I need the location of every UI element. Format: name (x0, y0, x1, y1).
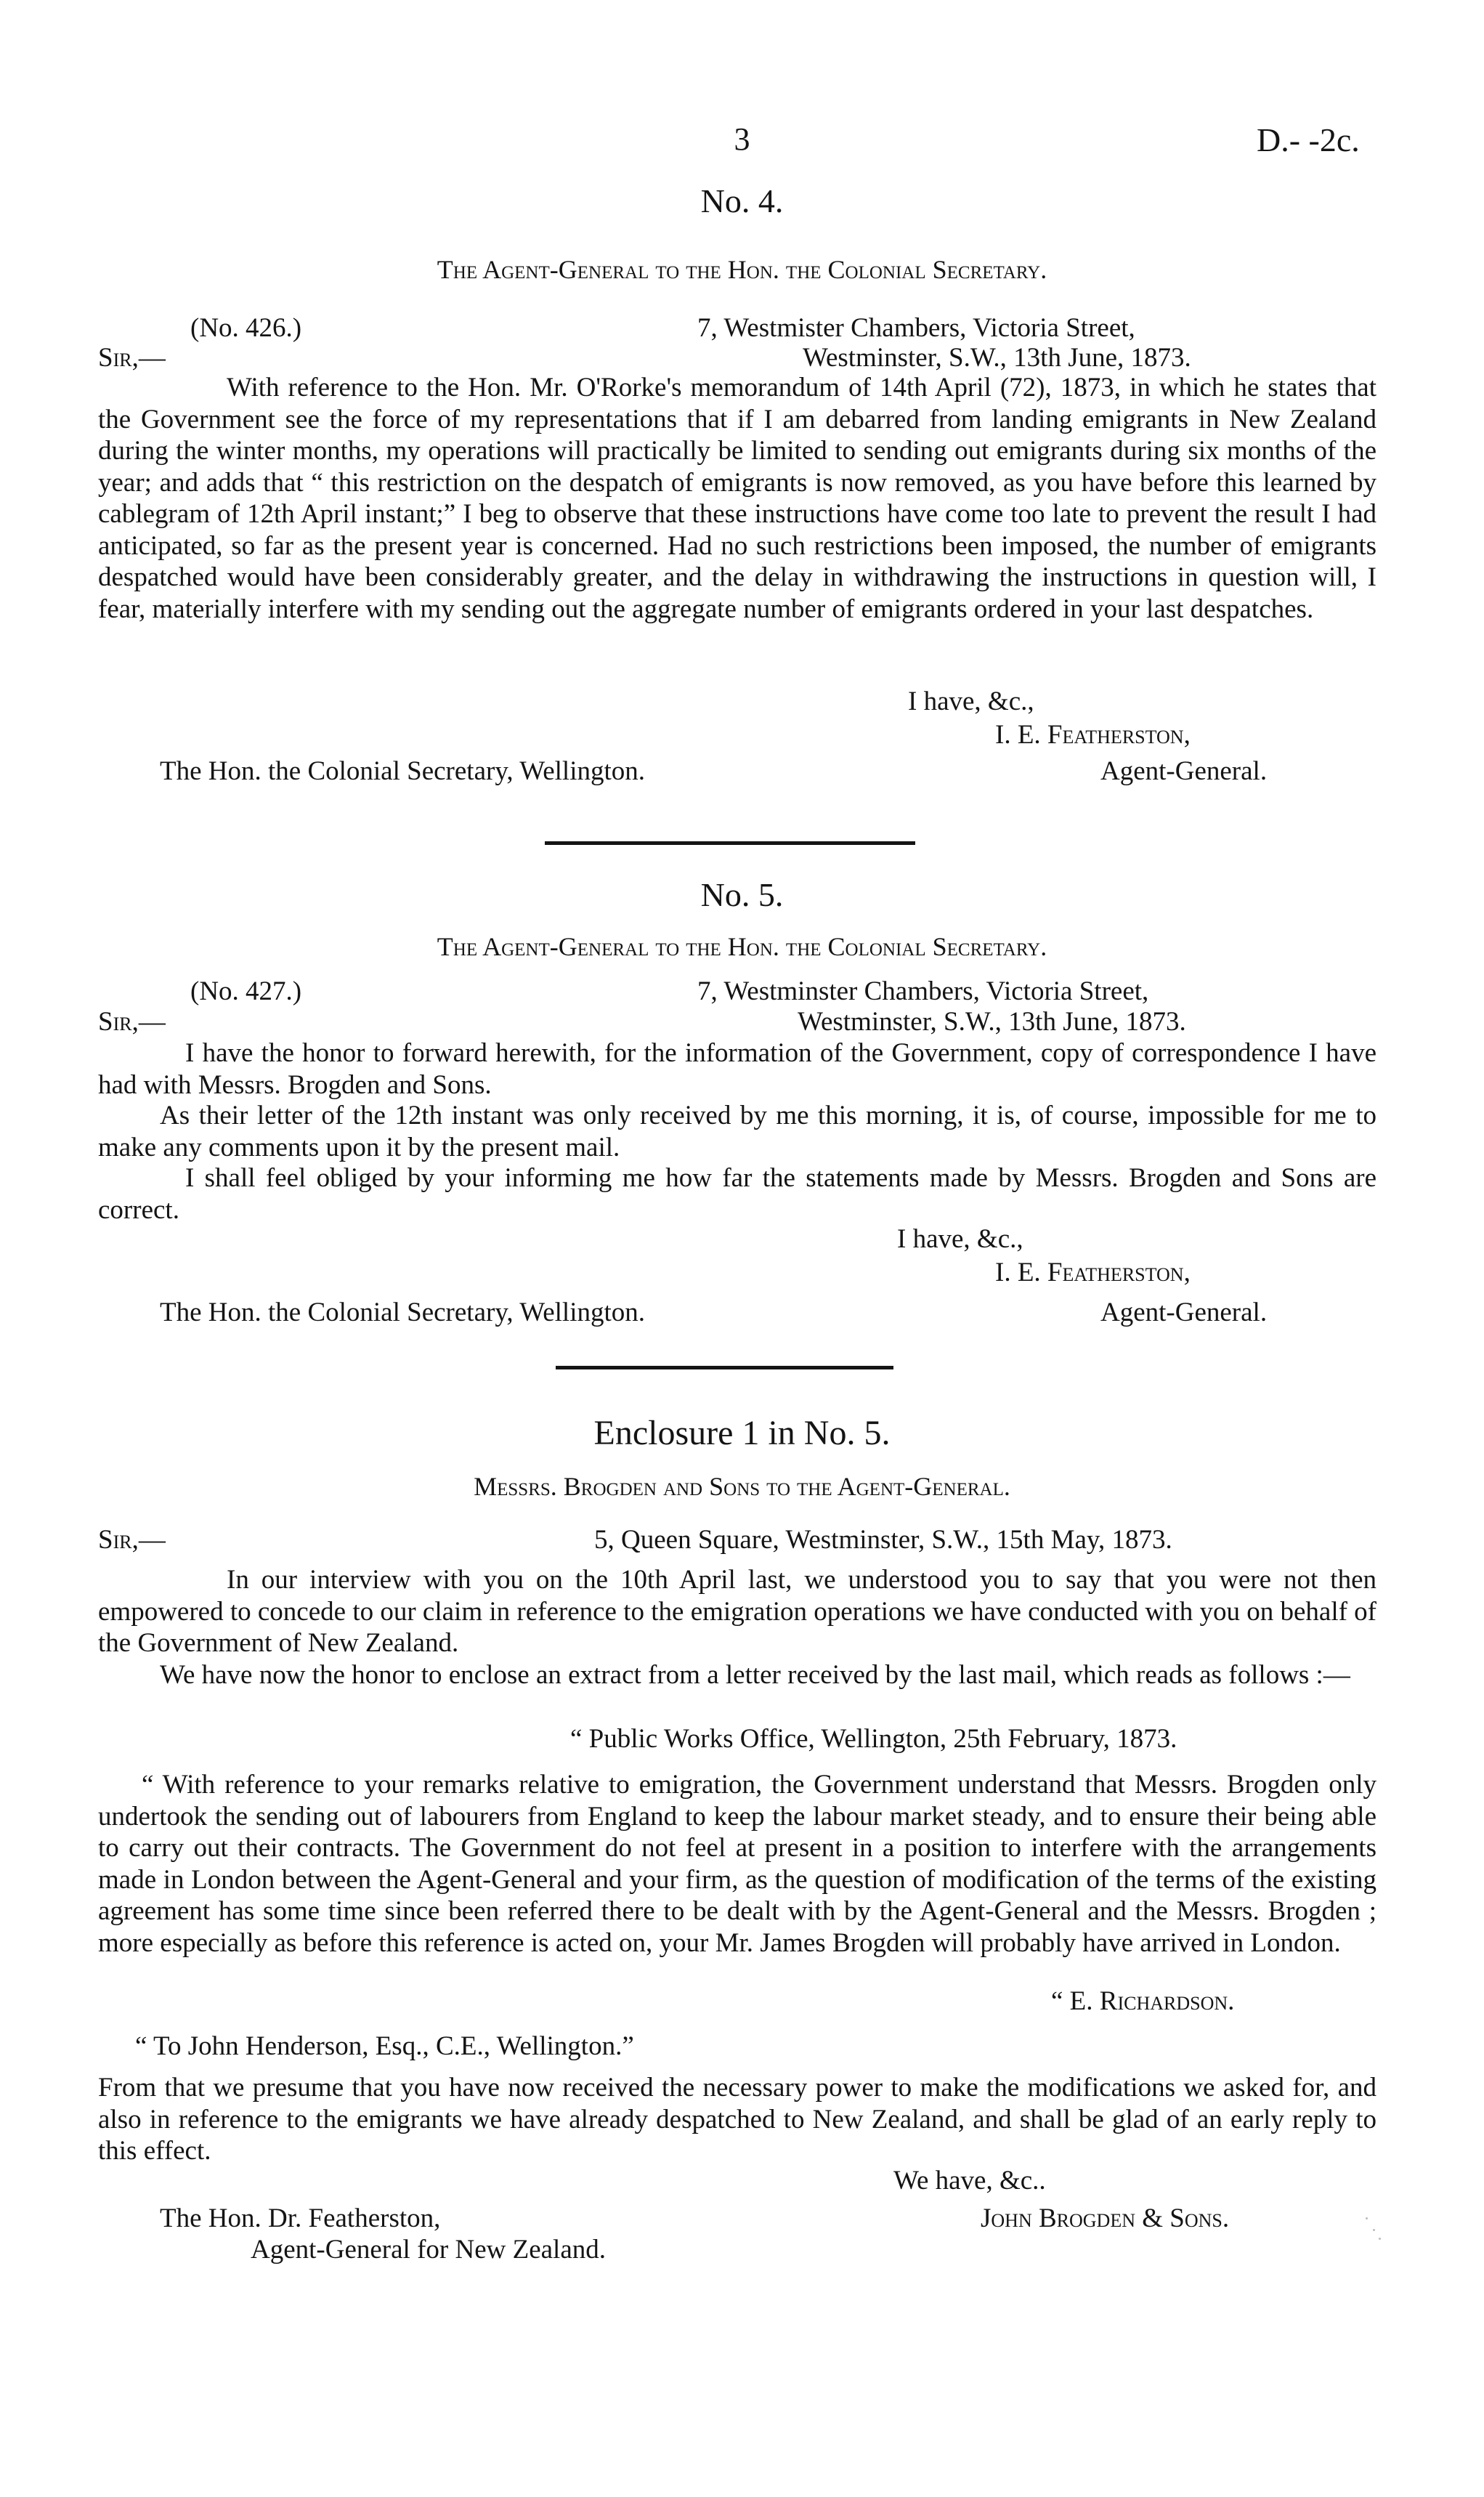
quote-header: “ Public Works Office, Wellington, 25th February, 1873. (570, 1724, 1177, 1754)
quote-addressee: “ To John Henderson, Esq., C.E., Wellington.” (135, 2031, 634, 2061)
letter-5-heading: No. 5. (700, 876, 784, 913)
enclosure-closing-paragraph: From that we presume that you have now received the necessary power to make the modifications we asked for, and also in reference to the emigrants we have already despatched to New Zealand, and shall be glad of an early reply to this effect. (98, 2073, 1376, 2166)
quote-body: “ With reference to your remarks relative to emigration, the Government understand that Messrs. Brogden only undertook the sending out of labourers from England to keep the labour market steady, and to ensure their being able to carry out their contracts. The Government do not feel at present in a position to interfere with the arrangements made in London between the Agent-General and your firm, as the question of modification of the terms of the existing agreement has some time since been referred there to be dealt with by the Agent-General and the Messrs. Brogden ; more especially as before this reference is acted on, your Mr. James Brogden will probably have arrived in London. (98, 1770, 1376, 1958)
enclosure-paragraph: We have now the honor to enclose an extract from a letter received by the last mail, which reads as follows :— (160, 1660, 1350, 1690)
section-divider (545, 841, 915, 845)
letter-5-subheading: The Agent-General to the Hon. the Colonial Secretary. (437, 932, 1047, 961)
letter-5-ref: (No. 427.) (190, 976, 302, 1006)
letter-5-address-line1: 7, Westminster Chambers, Victoria Street, (697, 976, 1149, 1006)
enclosure-addressee-line2: Agent-General for New Zealand. (251, 2235, 606, 2265)
enclosure-subheading: Messrs. Brogden and Sons to the Agent-General. (474, 1472, 1010, 1501)
letter-5-paragraph: I shall feel obliged by your informing me how far the statements made by Messrs. Brogden and Sons are correct. (98, 1163, 1376, 1225)
letter-4-salutation: Sir,— (98, 343, 166, 373)
letter-5-paragraph: I have the honor to forward herewith, for the information of the Government, copy of correspondence I have had with Messrs. Brogden and Sons. (98, 1038, 1376, 1100)
enclosure-closing: We have, &c.. (893, 2166, 1046, 2196)
letter-4-ref: (No. 426.) (190, 313, 302, 343)
quote-signature: “ E. Richardson. (1051, 1986, 1235, 2016)
letter-4-addressee: The Hon. the Colonial Secretary, Wellington. (160, 756, 646, 786)
enclosure-signature: John Brogden & Sons. (981, 2203, 1230, 2233)
page-number: 3 (734, 121, 750, 157)
enclosure-address: 5, Queen Square, Westminster, S.W., 15th May, 1873. (594, 1525, 1172, 1555)
letter-5-closing: I have, &c., (897, 1224, 1023, 1254)
letter-4-address-line1: 7, Westmister Chambers, Victoria Street, (697, 313, 1135, 343)
letter-5-addressee: The Hon. the Colonial Secretary, Wellington. (160, 1298, 646, 1327)
letter-5-title: Agent-General. (1100, 1298, 1268, 1327)
letter-5-signature: I. E. Featherston, (995, 1258, 1191, 1287)
enclosure-addressee-line1: The Hon. Dr. Featherston, (160, 2203, 441, 2233)
letter-4-closing: I have, &c., (908, 687, 1034, 716)
document-reference: D.- -2c. (1257, 121, 1360, 158)
letter-4-heading: No. 4. (700, 182, 784, 219)
section-divider (556, 1366, 893, 1369)
scan-speck (1373, 2229, 1375, 2231)
letter-4-address-line2: Westminster, S.W., 13th June, 1873. (803, 343, 1191, 373)
scan-speck (1366, 2217, 1368, 2219)
letter-5-address-line2: Westminster, S.W., 13th June, 1873. (798, 1007, 1186, 1037)
letter-5-salutation: Sir,— (98, 1007, 166, 1037)
enclosure-heading: Enclosure 1 in No. 5. (593, 1414, 891, 1452)
letter-5-paragraph: As their letter of the 12th instant was only received by me this morning, it is, of course, impossible for me to make any comments upon it by the present mail. (98, 1101, 1376, 1162)
letter-4-subheading: The Agent-General to the Hon. the Colonial Secretary. (437, 255, 1047, 284)
enclosure-paragraph: In our interview with you on the 10th April last, we understood you to say that you were not then empowered to concede to our claim in reference to the emigration operations we have conducted with you on behalf of the Government of New Zealand. (98, 1565, 1376, 1658)
letter-4-body: With reference to the Hon. Mr. O'Rorke's memorandum of 14th April (72), 1873, in which he states that the Government see the force of my representations that if I am debarred from landing emigrants in New Zealand during the winter months, my operations will practically be limited to sending out emigrants during six months of the year; and adds that “ this restriction on the despatch of emigrants is now removed, as you have before this learned by cablegram of 12th April instant;” I beg to observe that these instructions have come too late to prevent the result I had anticipated, so far as the present year is concerned. Had no such restrictions been imposed, the number of emigrants despatched would have been considerably greater, and the delay in withdrawing the instructions in question will, I fear, materially interfere with my sending out the aggregate number of emigrants ordered in your last despatches. (98, 373, 1376, 624)
letter-4-signature: I. E. Featherston, (995, 720, 1191, 750)
scan-speck (1379, 2238, 1381, 2240)
letter-4-title: Agent-General. (1100, 756, 1268, 786)
enclosure-salutation: Sir,— (98, 1525, 166, 1555)
